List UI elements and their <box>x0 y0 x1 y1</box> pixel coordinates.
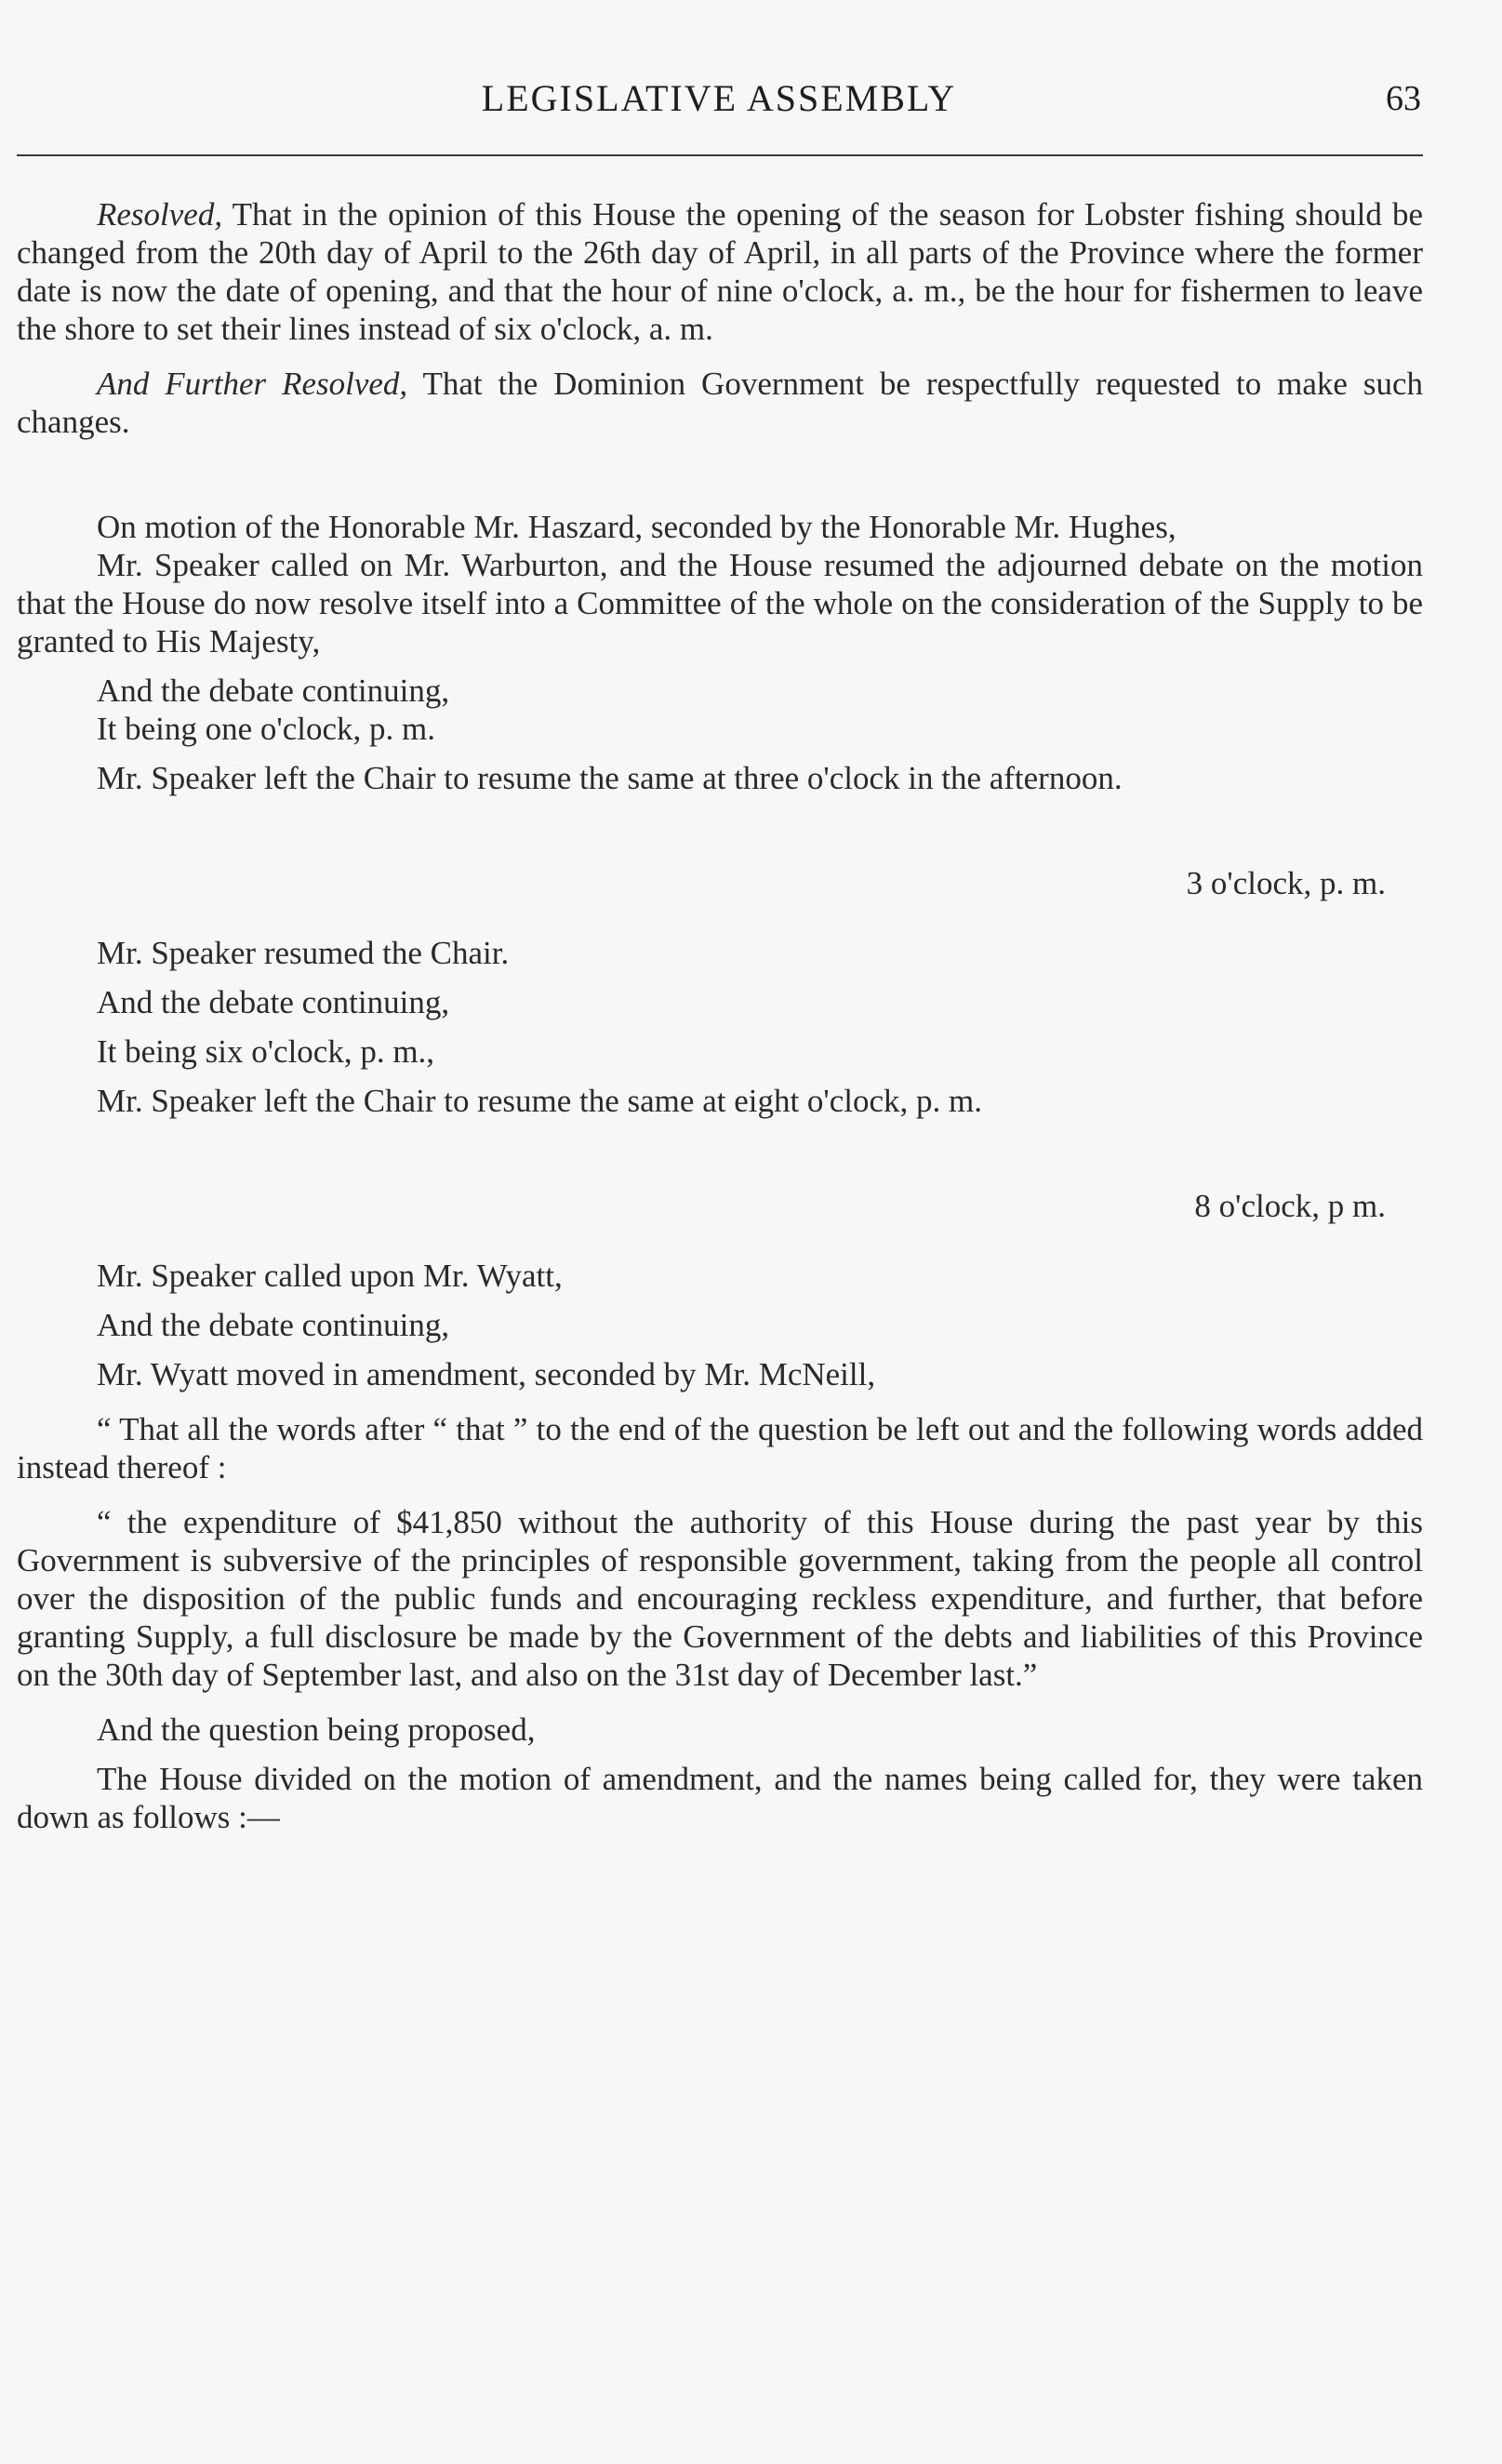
called-upon-line: Mr. Speaker called upon Mr. Wyatt, <box>97 1258 563 1294</box>
further-resolution-text: That the Dominion Government be respectfully requested to make such changes. <box>17 366 1423 440</box>
page-number: 63 <box>1386 79 1421 118</box>
further-resolved-lead: And Further Resolved, <box>97 366 408 402</box>
debate-paragraph: Mr. Speaker called on Mr. Warburton, and the House resumed the adjourned debate on the motion that the House do now resolve itself into a Committee of the whole on the consideration of the Supply to be granted to His Majesty, <box>17 547 1423 659</box>
debate-continuing-line-3: And the debate continuing, <box>97 1307 450 1343</box>
question-proposed-line: And the question being proposed, <box>97 1711 536 1748</box>
amendment-text-paragraph: “ the expenditure of $41,850 without the authority of this House during the past year by this Government is subversive of the principles of responsible government, taking from the people all control over the disposition of the public funds and encouraging reckless expenditure, and further, that before granting Supply, a full disclosure be made by the Government of the debts and liabilities of this Province on the 30th day of September last, and also on the 31st day of December last.” <box>17 1504 1423 1693</box>
running-title: LEGISLATIVE ASSEMBLY <box>481 77 957 119</box>
time-heading-8pm: 8 o'clock, p m. <box>1194 1188 1386 1224</box>
division-paragraph: The House divided on the motion of amendment, and the names being called for, they were taken down as follows :— <box>17 1761 1423 1835</box>
amendment-moved-line: Mr. Wyatt moved in amendment, seconded by Mr. McNeill, <box>97 1356 876 1392</box>
resolution-paragraph <box>17 195 1423 348</box>
amendment-intro-paragraph: “ That all the words after “ that ” to the end of the question be left out and the following words added instead thereof : <box>17 1411 1423 1485</box>
time-heading-3pm: 3 o'clock, p. m. <box>1186 865 1386 901</box>
page-header <box>17 76 1421 128</box>
resolved-lead: Resolved, <box>97 196 223 233</box>
left-chair-eight-line: Mr. Speaker left the Chair to resume the same at eight o'clock, p. m. <box>97 1083 983 1119</box>
header-rule <box>17 154 1423 156</box>
motion-paragraph: On motion of the Honorable Mr. Haszard, seconded by the Honorable Mr. Hughes, <box>97 509 1176 545</box>
debate-continuing-line-2: And the debate continuing, <box>97 984 450 1020</box>
resolution-text: That in the opinion of this House the opening of the season for Lobster fishing should be changed from the 20th day of April to the 26th day of April, in all parts of the Province where the former date is now the date of opening, and that the hour of nine o'clock, a. m., be the hour for fishermen to leave the shore to set their lines instead of six o'clock, a. m. <box>17 196 1423 347</box>
six-oclock-line: It being six o'clock, p. m., <box>97 1033 435 1070</box>
further-resolution-paragraph <box>17 365 1423 441</box>
left-chair-paragraph: Mr. Speaker left the Chair to resume the same at three o'clock in the afternoon. <box>97 760 1123 796</box>
one-oclock-line: It being one o'clock, p. m. <box>97 711 435 747</box>
page-body <box>17 195 1423 1836</box>
resumed-chair-line: Mr. Speaker resumed the Chair. <box>97 935 510 971</box>
debate-continuing-line: And the debate continuing, <box>97 673 450 709</box>
